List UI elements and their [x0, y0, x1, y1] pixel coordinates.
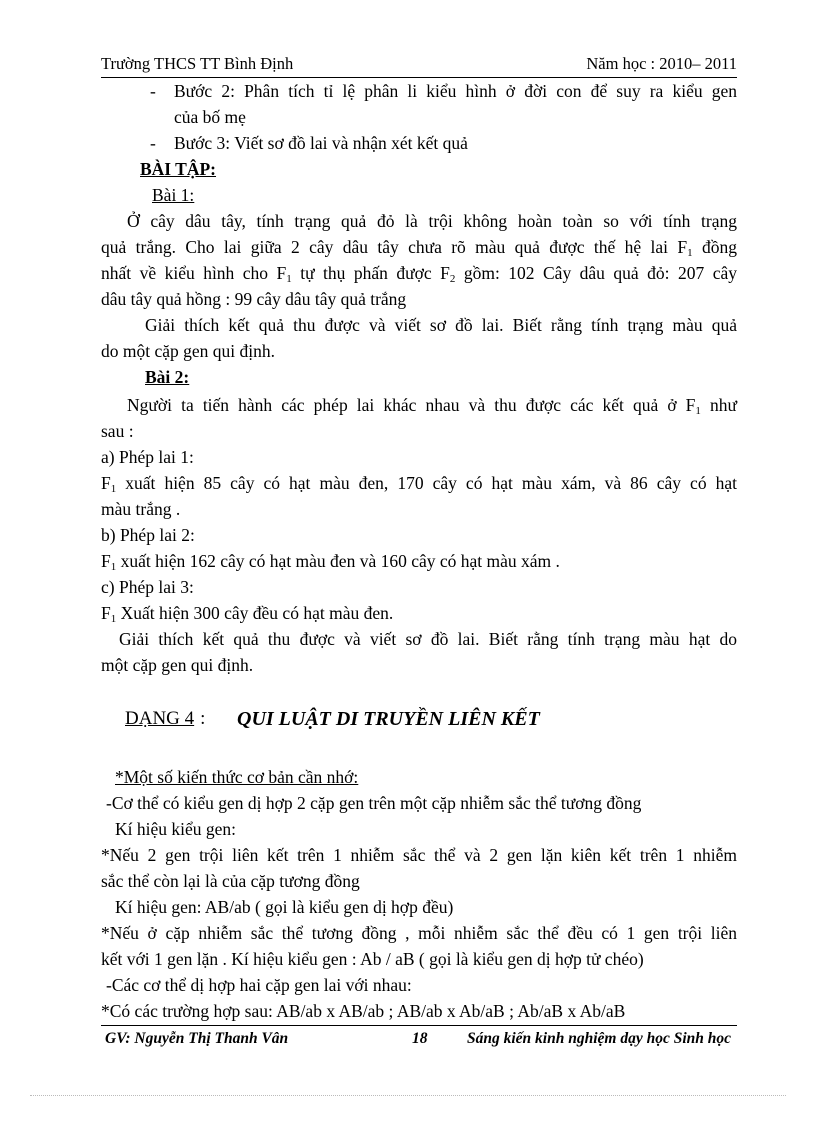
bai1-line2: quả trắng. Cho lai giữa 2 cây dâu tây chưa rõ màu quả được thế hệ lai $F_1$ đồng: [101, 237, 738, 259]
page-number: 18: [412, 1030, 428, 1047]
footer-rule: [101, 1025, 737, 1026]
bai2-line2: sau :: [101, 421, 134, 441]
bai2-line1: Người ta tiến hành các phép lai khác nhau và thu được các kết quả ở $F_1$ như: [127, 395, 737, 417]
bai2-part-a-line2: màu trắng .: [101, 499, 181, 519]
section-label: DẠNG 4: [125, 708, 195, 729]
step2-line2: của bố mẹ: [174, 107, 246, 127]
knowledge-line4: sắc thể còn lại là của cặp tương đồng: [101, 871, 360, 891]
knowledge-line8: -Các cơ thể dị hợp hai cặp gen lai với nhau:: [106, 975, 412, 995]
knowledge-line9: *Có các trường hợp sau: AB/ab x AB/ab ; AB/ab x Ab/aB ; Ab/aB x Ab/aB: [101, 1001, 626, 1021]
bai1-line4: dâu tây quả hồng : 99 cây dâu tây quả trắng: [101, 289, 407, 309]
bullet-dash: -: [150, 133, 156, 153]
section-heading: DẠNG 4 : QUI LUẬT DI TRUYỀN LIÊN KẾT: [125, 708, 540, 730]
page-header: [101, 54, 737, 76]
step2-line1: Bước 2: Phân tích tỉ lệ phân li kiểu hình ở đời con để suy ra kiểu gen: [174, 81, 737, 101]
exercises-title: BÀI TẬP:: [140, 159, 217, 179]
bai1-line5: Giải thích kết quả thu được và viết sơ đồ lai. Biết rằng tính trạng màu quả: [145, 315, 737, 335]
bai2-part-c-line1: $F_1$ Xuất hiện 300 cây đều có hạt màu đen.: [101, 603, 394, 625]
bai1-line3: nhất về kiểu hình cho $F_1$ tự thụ phấn được $F_2$ gồm: 102 Cây dâu quả đỏ: 207 cây: [101, 263, 737, 285]
bai1-line1: Ở cây dâu tây, tính trạng quả đỏ là trội không hoàn toàn so với tính trạng: [127, 211, 737, 231]
bai2-part-a-line1: $F_1$ xuất hiện 85 cây có hạt màu đen, 170 cây có hạt màu xám, và 86 cây có hạt: [101, 473, 737, 495]
section-title: QUI LUẬT DI TRUYỀN LIÊN KẾT: [237, 708, 540, 730]
bai2-title: Bài 2:: [145, 367, 190, 387]
bai2-part-c: c) Phép lai 3:: [101, 577, 194, 597]
knowledge-title: *Một số kiến thức cơ bản cần nhớ:: [115, 767, 359, 787]
knowledge-line7: kết với 1 gen lặn . Kí hiệu kiểu gen : Ab / aB ( gọi là kiểu gen dị hợp tử chéo): [101, 949, 644, 969]
knowledge-line1: -Cơ thể có kiểu gen dị hợp 2 cặp gen trên một cặp nhiễm sắc thể tương đồng: [106, 793, 642, 813]
bai2-line8: một cặp gen qui định.: [101, 655, 254, 675]
step3: Bước 3: Viết sơ đồ lai và nhận xét kết quả: [174, 133, 468, 153]
knowledge-line3: *Nếu 2 gen trội liên kết trên 1 nhiễm sắc thể và 2 gen lặn kiên kết trên 1 nhiễm: [101, 845, 737, 865]
bai1-title: Bài 1:: [152, 185, 195, 205]
bai2-part-b: b) Phép lai 2:: [101, 525, 195, 545]
bullet-dash: -: [150, 81, 156, 101]
school-name: Trường THCS TT Bình Định: [101, 54, 294, 73]
knowledge-line6: *Nếu ở cặp nhiễm sắc thể tương đồng , mỗi nhiễm sắc thể đều có 1 gen trội liên: [101, 923, 737, 943]
bai2-part-a: a) Phép lai 1:: [101, 447, 194, 467]
knowledge-line5: Kí hiệu gen: AB/ab ( gọi là kiểu gen dị hợp đều): [115, 897, 454, 917]
bai2-part-b-line1: $F_1$ xuất hiện 162 cây có hạt màu đen và 160 cây có hạt màu xám .: [101, 551, 560, 573]
header-rule: [101, 77, 737, 78]
bai2-line7: Giải thích kết quả thu được và viết sơ đồ lai. Biết rằng tính trạng màu hạt do: [119, 629, 737, 649]
page-footer: [101, 1030, 737, 1052]
school-year: Năm học : 2010– 2011: [586, 54, 737, 73]
footer-teacher: GV: Nguyễn Thị Thanh Vân: [105, 1030, 289, 1047]
footer-title: Sáng kiến kinh nghiệm dạy học Sinh học: [467, 1030, 731, 1047]
page-bottom-divider: [30, 1095, 786, 1096]
knowledge-line2: Kí hiệu kiểu gen:: [115, 819, 237, 839]
bai1-line6: do một cặp gen qui định.: [101, 341, 276, 361]
